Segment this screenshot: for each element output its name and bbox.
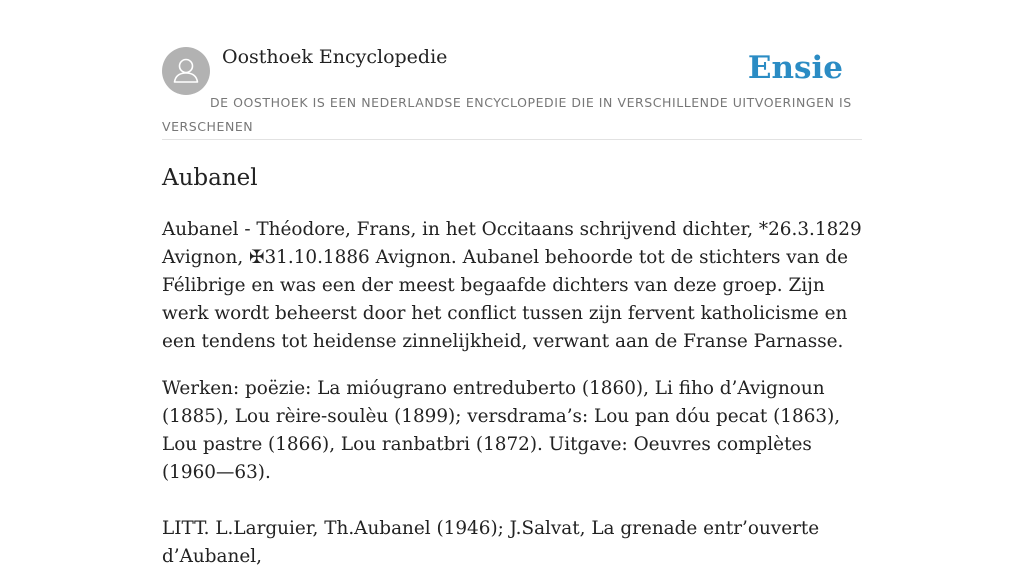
article-paragraph-intro: Aubanel - Théodore, Frans, in het Occitaans schrijvend dichter, *26.3.1829 Avignon, ✠31.10.1886 Avignon. Aubanel behoorde tot de stichters van de Félibrige en was een der meest begaafde dichters van deze groep. Zijn werk wordt beheerst door het conflict tussen zijn fervent katholicisme en een tendens tot heidense zinnelijkheid, verwant aan de Franse Parnasse. [162,219,862,352]
source-tagline: DE OOSTHOEK IS EEN NEDERLANDSE ENCYCLOPEDIE DIE IN VERSCHILLENDE UITVOERINGEN IS VERSCHENEN [162,95,852,134]
header-divider [162,139,862,140]
article [162,160,862,571]
article-paragraph-works: Werken: poëzie: La mióugrano entreduberto (1860), Li fiho d’Avignoun (1885), Lou rèire-soulèu (1899); versdrama’s: Lou pan dóu pecat (1863), Lou pastre (1866), Lou ranbatbri (1872). Uitgave: Oeuvres complètes (1960—63). [162,378,841,483]
site-header [162,46,862,140]
user-avatar-icon[interactable] [162,47,210,95]
ensie-logo-link[interactable]: Ensie [747,50,843,86]
article-paragraph-literature: LITT. L.Larguier, Th.Aubanel (1946); J.Salvat, La grenade entr’ouverte d’Aubanel, [162,518,820,567]
source-name-link[interactable]: Oosthoek Encyclopedie [222,46,448,68]
article-title: Aubanel [162,165,258,191]
person-icon [162,47,210,95]
